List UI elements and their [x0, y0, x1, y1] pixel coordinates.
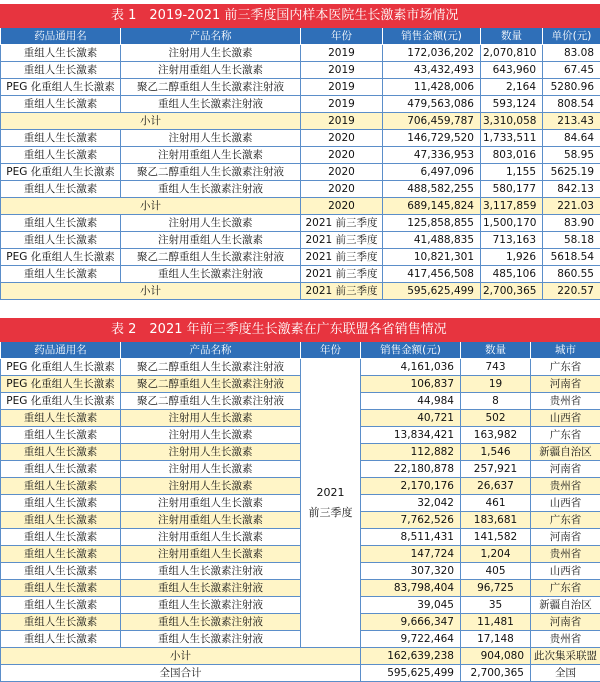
table-title-row: [1, 5, 600, 28]
header-amount: 销售金额(元): [383, 28, 481, 45]
product-name-cell: 聚乙二醇重组人生长激素注射液: [121, 359, 301, 376]
year-cell: 2019: [301, 62, 383, 79]
table-header-row: [1, 342, 600, 359]
amount-cell: 706,459,787: [383, 113, 481, 130]
product-name-cell: 注射用人生长激素: [121, 130, 301, 147]
qty-cell: 713,163: [481, 232, 543, 249]
table-row: [1, 266, 600, 283]
amount-cell: 41,488,835: [383, 232, 481, 249]
product-name-cell: 注射用重组人生长激素: [121, 495, 301, 512]
product-name-cell: 聚乙二醇重组人生长激素注射液: [121, 164, 301, 181]
header-product: 产品名称: [121, 28, 301, 45]
qty-cell: 257,921: [461, 461, 531, 478]
header-qty: 数量: [461, 342, 531, 359]
product-name-cell: 重组人生长激素注射液: [121, 96, 301, 113]
amount-cell: 39,045: [361, 597, 461, 614]
city-cell: 河南省: [531, 614, 600, 631]
amount-cell: 40,721: [361, 410, 461, 427]
table-row: [1, 232, 600, 249]
amount-cell: 162,639,238: [361, 648, 461, 665]
amount-cell: 13,834,421: [361, 427, 461, 444]
qty-cell: 26,637: [461, 478, 531, 495]
city-cell: 广东省: [531, 580, 600, 597]
generic-name-cell: 重组人生长激素: [1, 580, 121, 597]
header-year: 年份: [301, 342, 361, 359]
product-name-cell: 重组人生长激素注射液: [121, 563, 301, 580]
city-cell: 贵州省: [531, 546, 600, 563]
generic-name-cell: 重组人生长激素: [1, 410, 121, 427]
generic-name-cell: 重组人生长激素: [1, 495, 121, 512]
amount-cell: 8,511,431: [361, 529, 461, 546]
generic-name-cell: 重组人生长激素: [1, 232, 121, 249]
header-generic: 药品通用名: [1, 342, 121, 359]
city-cell: 山西省: [531, 410, 600, 427]
amount-cell: 146,729,520: [383, 130, 481, 147]
generic-name-cell: PEG 化重组人生长激素: [1, 164, 121, 181]
table-row: [1, 597, 600, 614]
table1-title: 表 1 2019-2021 前三季度国内样本医院生长激素市场情况: [1, 5, 600, 28]
table-row: [1, 529, 600, 546]
header-price: 单价(元): [543, 28, 600, 45]
year-cell: 2021 前三季度: [301, 266, 383, 283]
year-cell: 2021 前三季度: [301, 215, 383, 232]
table-row: [1, 181, 600, 198]
qty-cell: 643,960: [481, 62, 543, 79]
product-name-cell: 注射用人生长激素: [121, 444, 301, 461]
generic-name-cell: PEG 化重组人生长激素: [1, 393, 121, 410]
qty-cell: 1,155: [481, 164, 543, 181]
generic-name-cell: 重组人生长激素: [1, 266, 121, 283]
amount-cell: 7,762,526: [361, 512, 461, 529]
year-cell: 2020: [301, 130, 383, 147]
price-cell: 58.95: [543, 147, 600, 164]
price-cell: 5280.96: [543, 79, 600, 96]
subtotal-row: [1, 198, 600, 215]
table-row: [1, 62, 600, 79]
year-cell: 2021 前三季度: [301, 249, 383, 266]
table-header-row: [1, 28, 600, 45]
generic-name-cell: 重组人生长激素: [1, 181, 121, 198]
subtotal-label: 小计: [1, 283, 301, 300]
product-name-cell: 注射用重组人生长激素: [121, 546, 301, 563]
subtotal-row: [1, 113, 600, 130]
city-cell: 山西省: [531, 495, 600, 512]
product-name-cell: 注射用重组人生长激素: [121, 62, 301, 79]
amount-cell: 689,145,824: [383, 198, 481, 215]
amount-cell: 9,666,347: [361, 614, 461, 631]
qty-cell: 17,148: [461, 631, 531, 648]
city-cell: 贵州省: [531, 393, 600, 410]
qty-cell: 1,546: [461, 444, 531, 461]
province-table: [0, 318, 600, 682]
table2-title: 表 2 2021 年前三季度生长激素在广东联盟各省销售情况: [1, 319, 600, 342]
product-name-cell: 聚乙二醇重组人生长激素注射液: [121, 376, 301, 393]
generic-name-cell: PEG 化重组人生长激素: [1, 79, 121, 96]
product-name-cell: 注射用人生长激素: [121, 427, 301, 444]
city-cell: 河南省: [531, 529, 600, 546]
qty-cell: 803,016: [481, 147, 543, 164]
product-name-cell: 注射用重组人生长激素: [121, 147, 301, 164]
generic-name-cell: 重组人生长激素: [1, 512, 121, 529]
amount-cell: 125,858,855: [383, 215, 481, 232]
generic-name-cell: 重组人生长激素: [1, 444, 121, 461]
subtotal-label: 小计: [1, 113, 301, 130]
amount-cell: 9,722,464: [361, 631, 461, 648]
qty-cell: 1,500,170: [481, 215, 543, 232]
price-cell: 5625.19: [543, 164, 600, 181]
year-cell: 2020: [301, 181, 383, 198]
qty-cell: 1,204: [461, 546, 531, 563]
qty-cell: 163,982: [461, 427, 531, 444]
year-cell: 2021 前三季度: [301, 232, 383, 249]
year-merged-cell: [301, 359, 361, 648]
product-name-cell: 注射用人生长激素: [121, 461, 301, 478]
product-name-cell: 聚乙二醇重组人生长激素注射液: [121, 79, 301, 96]
price-cell: 213.43: [543, 113, 600, 130]
product-name-cell: 重组人生长激素注射液: [121, 614, 301, 631]
generic-name-cell: 重组人生长激素: [1, 96, 121, 113]
amount-cell: 22,180,878: [361, 461, 461, 478]
table-row: [1, 215, 600, 232]
price-cell: 83.08: [543, 45, 600, 62]
amount-cell: 417,456,508: [383, 266, 481, 283]
price-cell: 5618.54: [543, 249, 600, 266]
price-cell: 860.55: [543, 266, 600, 283]
table-row: [1, 614, 600, 631]
year-cell: 2019: [301, 45, 383, 62]
amount-cell: 10,821,301: [383, 249, 481, 266]
table-row: [1, 376, 600, 393]
qty-cell: 141,582: [461, 529, 531, 546]
qty-cell: 2,700,365: [461, 665, 531, 682]
header-product: 产品名称: [121, 342, 301, 359]
subtotal-row: [1, 648, 600, 665]
qty-cell: 183,681: [461, 512, 531, 529]
qty-cell: 35: [461, 597, 531, 614]
table-row: [1, 147, 600, 164]
price-cell: 58.18: [543, 232, 600, 249]
qty-cell: 580,177: [481, 181, 543, 198]
year-cell: 2019: [301, 113, 383, 130]
product-name-cell: 注射用重组人生长激素: [121, 529, 301, 546]
amount-cell: 11,428,006: [383, 79, 481, 96]
table-row: [1, 563, 600, 580]
qty-cell: 904,080: [461, 648, 531, 665]
price-cell: 83.90: [543, 215, 600, 232]
amount-cell: 32,042: [361, 495, 461, 512]
table-row: [1, 461, 600, 478]
city-cell: 全国: [531, 665, 600, 682]
city-cell: 广东省: [531, 512, 600, 529]
qty-cell: 405: [461, 563, 531, 580]
qty-cell: 485,106: [481, 266, 543, 283]
generic-name-cell: PEG 化重组人生长激素: [1, 359, 121, 376]
generic-name-cell: 重组人生长激素: [1, 461, 121, 478]
subtotal-label: 小计: [1, 198, 301, 215]
table-title-row: [1, 319, 600, 342]
price-cell: 842.13: [543, 181, 600, 198]
amount-cell: 595,625,499: [383, 283, 481, 300]
market-table: [0, 4, 600, 300]
table-row: [1, 164, 600, 181]
generic-name-cell: 重组人生长激素: [1, 62, 121, 79]
qty-cell: 3,310,058: [481, 113, 543, 130]
generic-name-cell: 重组人生长激素: [1, 614, 121, 631]
qty-cell: 593,124: [481, 96, 543, 113]
product-name-cell: 聚乙二醇重组人生长激素注射液: [121, 249, 301, 266]
table-row: [1, 631, 600, 648]
qty-cell: 743: [461, 359, 531, 376]
amount-cell: 112,882: [361, 444, 461, 461]
amount-cell: 595,625,499: [361, 665, 461, 682]
amount-cell: 2,170,176: [361, 478, 461, 495]
product-name-cell: 重组人生长激素注射液: [121, 181, 301, 198]
qty-cell: 3,117,859: [481, 198, 543, 215]
product-name-cell: 注射用人生长激素: [121, 45, 301, 62]
generic-name-cell: 重组人生长激素: [1, 478, 121, 495]
qty-cell: 502: [461, 410, 531, 427]
qty-cell: 1,926: [481, 249, 543, 266]
qty-cell: 2,164: [481, 79, 543, 96]
table-row: [1, 478, 600, 495]
city-cell: 此次集采联盟: [531, 648, 600, 665]
year-cell: 2020: [301, 198, 383, 215]
city-cell: 新疆自治区: [531, 444, 600, 461]
city-cell: 河南省: [531, 461, 600, 478]
table-row: [1, 96, 600, 113]
amount-cell: 43,432,493: [383, 62, 481, 79]
amount-cell: 307,320: [361, 563, 461, 580]
table-row: [1, 249, 600, 266]
year-cell: 2020: [301, 164, 383, 181]
table-row: [1, 427, 600, 444]
city-cell: 新疆自治区: [531, 597, 600, 614]
product-name-cell: 重组人生长激素注射液: [121, 597, 301, 614]
generic-name-cell: 重组人生长激素: [1, 215, 121, 232]
amount-cell: 4,161,036: [361, 359, 461, 376]
amount-cell: 479,563,086: [383, 96, 481, 113]
product-name-cell: 重组人生长激素注射液: [121, 266, 301, 283]
year-line-2: 前三季度: [303, 503, 358, 523]
table-row: [1, 45, 600, 62]
generic-name-cell: 重组人生长激素: [1, 45, 121, 62]
product-name-cell: 注射用重组人生长激素: [121, 512, 301, 529]
amount-cell: 44,984: [361, 393, 461, 410]
product-name-cell: 注射用重组人生长激素: [121, 232, 301, 249]
generic-name-cell: 重组人生长激素: [1, 546, 121, 563]
header-amount: 销售金额(元): [361, 342, 461, 359]
generic-name-cell: 重组人生长激素: [1, 130, 121, 147]
product-name-cell: 聚乙二醇重组人生长激素注射液: [121, 393, 301, 410]
price-cell: 808.54: [543, 96, 600, 113]
generic-name-cell: 重组人生长激素: [1, 427, 121, 444]
year-cell: 2021 前三季度: [301, 283, 383, 300]
header-city: 城市: [531, 342, 600, 359]
product-name-cell: 注射用人生长激素: [121, 410, 301, 427]
price-cell: 221.03: [543, 198, 600, 215]
header-generic: 药品通用名: [1, 28, 121, 45]
qty-cell: 1,733,511: [481, 130, 543, 147]
product-name-cell: 注射用人生长激素: [121, 215, 301, 232]
year-cell: 2019: [301, 79, 383, 96]
table-row: [1, 495, 600, 512]
header-year: 年份: [301, 28, 383, 45]
generic-name-cell: 重组人生长激素: [1, 597, 121, 614]
city-cell: 贵州省: [531, 631, 600, 648]
product-name-cell: 注射用人生长激素: [121, 478, 301, 495]
table-row: [1, 580, 600, 597]
table-row: [1, 359, 600, 376]
city-cell: 河南省: [531, 376, 600, 393]
qty-cell: 8: [461, 393, 531, 410]
generic-name-cell: 重组人生长激素: [1, 563, 121, 580]
table-row: [1, 410, 600, 427]
qty-cell: 2,070,810: [481, 45, 543, 62]
price-cell: 220.57: [543, 283, 600, 300]
product-name-cell: 重组人生长激素注射液: [121, 580, 301, 597]
price-cell: 67.45: [543, 62, 600, 79]
year-cell: 2020: [301, 147, 383, 164]
total-label: 全国合计: [1, 665, 361, 682]
qty-cell: 96,725: [461, 580, 531, 597]
amount-cell: 47,336,953: [383, 147, 481, 164]
header-qty: 数量: [481, 28, 543, 45]
generic-name-cell: 重组人生长激素: [1, 147, 121, 164]
subtotal-label: 小计: [1, 648, 361, 665]
table-row: [1, 444, 600, 461]
table-row: [1, 130, 600, 147]
amount-cell: 83,798,404: [361, 580, 461, 597]
year-cell: 2019: [301, 96, 383, 113]
city-cell: 广东省: [531, 427, 600, 444]
table-row: [1, 79, 600, 96]
qty-cell: 19: [461, 376, 531, 393]
table-row: [1, 393, 600, 410]
price-cell: 84.64: [543, 130, 600, 147]
amount-cell: 488,582,255: [383, 181, 481, 198]
subtotal-row: [1, 283, 600, 300]
amount-cell: 172,036,202: [383, 45, 481, 62]
qty-cell: 461: [461, 495, 531, 512]
generic-name-cell: 重组人生长激素: [1, 529, 121, 546]
product-name-cell: 重组人生长激素注射液: [121, 631, 301, 648]
qty-cell: 2,700,365: [481, 283, 543, 300]
total-row: [1, 665, 600, 682]
amount-cell: 147,724: [361, 546, 461, 563]
year-line-1: 2021: [303, 483, 358, 503]
city-cell: 贵州省: [531, 478, 600, 495]
generic-name-cell: PEG 化重组人生长激素: [1, 249, 121, 266]
generic-name-cell: PEG 化重组人生长激素: [1, 376, 121, 393]
table-row: [1, 546, 600, 563]
city-cell: 山西省: [531, 563, 600, 580]
amount-cell: 6,497,096: [383, 164, 481, 181]
amount-cell: 106,837: [361, 376, 461, 393]
generic-name-cell: 重组人生长激素: [1, 631, 121, 648]
city-cell: 广东省: [531, 359, 600, 376]
table-row: [1, 512, 600, 529]
qty-cell: 11,481: [461, 614, 531, 631]
